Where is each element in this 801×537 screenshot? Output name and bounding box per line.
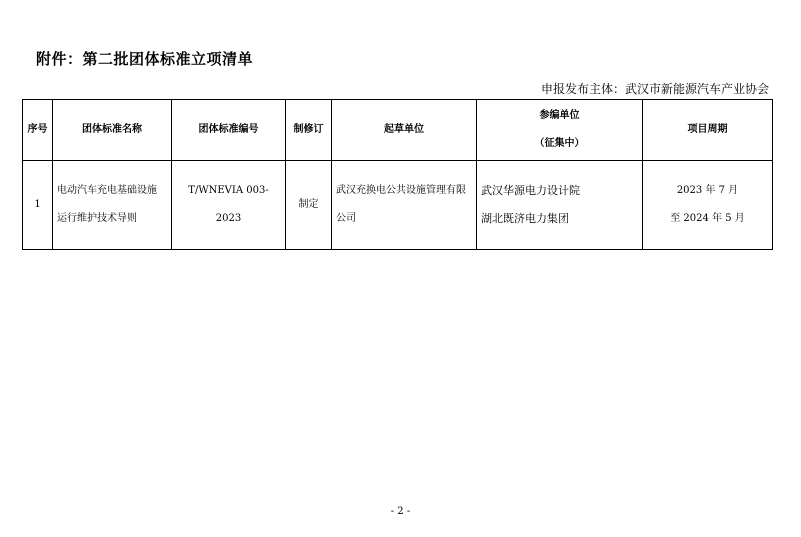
cell-period-start: 2023 年 7 月 (676, 185, 739, 196)
table-row (23, 161, 773, 250)
cell-drafter-line1: 武汉充换电公共设施管理有限 (336, 185, 466, 196)
cell-number: T/WNEVIA 003-2023 (172, 161, 286, 250)
header-period: 项目周期 (643, 100, 773, 161)
project-list-table (22, 99, 773, 250)
header-index: 序号 (23, 100, 53, 161)
cell-drafter-line2: 公司 (336, 213, 356, 224)
cell-name-line2: 运行维护技术导则 (57, 213, 137, 224)
table-header-row (23, 100, 773, 161)
cell-period (643, 161, 773, 250)
cell-name-line1: 电动汽车充电基础设施 (57, 185, 157, 196)
header-name: 团体标准名称 (53, 100, 172, 161)
cell-participants (477, 161, 643, 250)
cell-type: 制定 (286, 161, 332, 250)
cell-name (53, 161, 172, 250)
header-participants (477, 100, 643, 161)
publisher-line: 申报发布主体：武汉市新能源汽车产业协会 (540, 82, 769, 96)
page-number: - 2 - (390, 506, 411, 517)
header-drafter: 起草单位 (332, 100, 477, 161)
header-number: 团体标准编号 (172, 100, 286, 161)
cell-period-end: 至 2024 年 5 月 (670, 213, 745, 224)
cell-drafter (332, 161, 477, 250)
header-participants-note: （征集中） (534, 138, 585, 149)
cell-index: 1 (23, 161, 53, 250)
cell-participant-2: 湖北既济电力集团 (481, 212, 569, 225)
cell-participant-1: 武汉华源电力设计院 (481, 184, 580, 197)
header-participants-label: 参编单位 (539, 110, 580, 121)
header-type: 制修订 (286, 100, 332, 161)
document-title: 附件：第二批团体标准立项清单 (36, 50, 254, 68)
